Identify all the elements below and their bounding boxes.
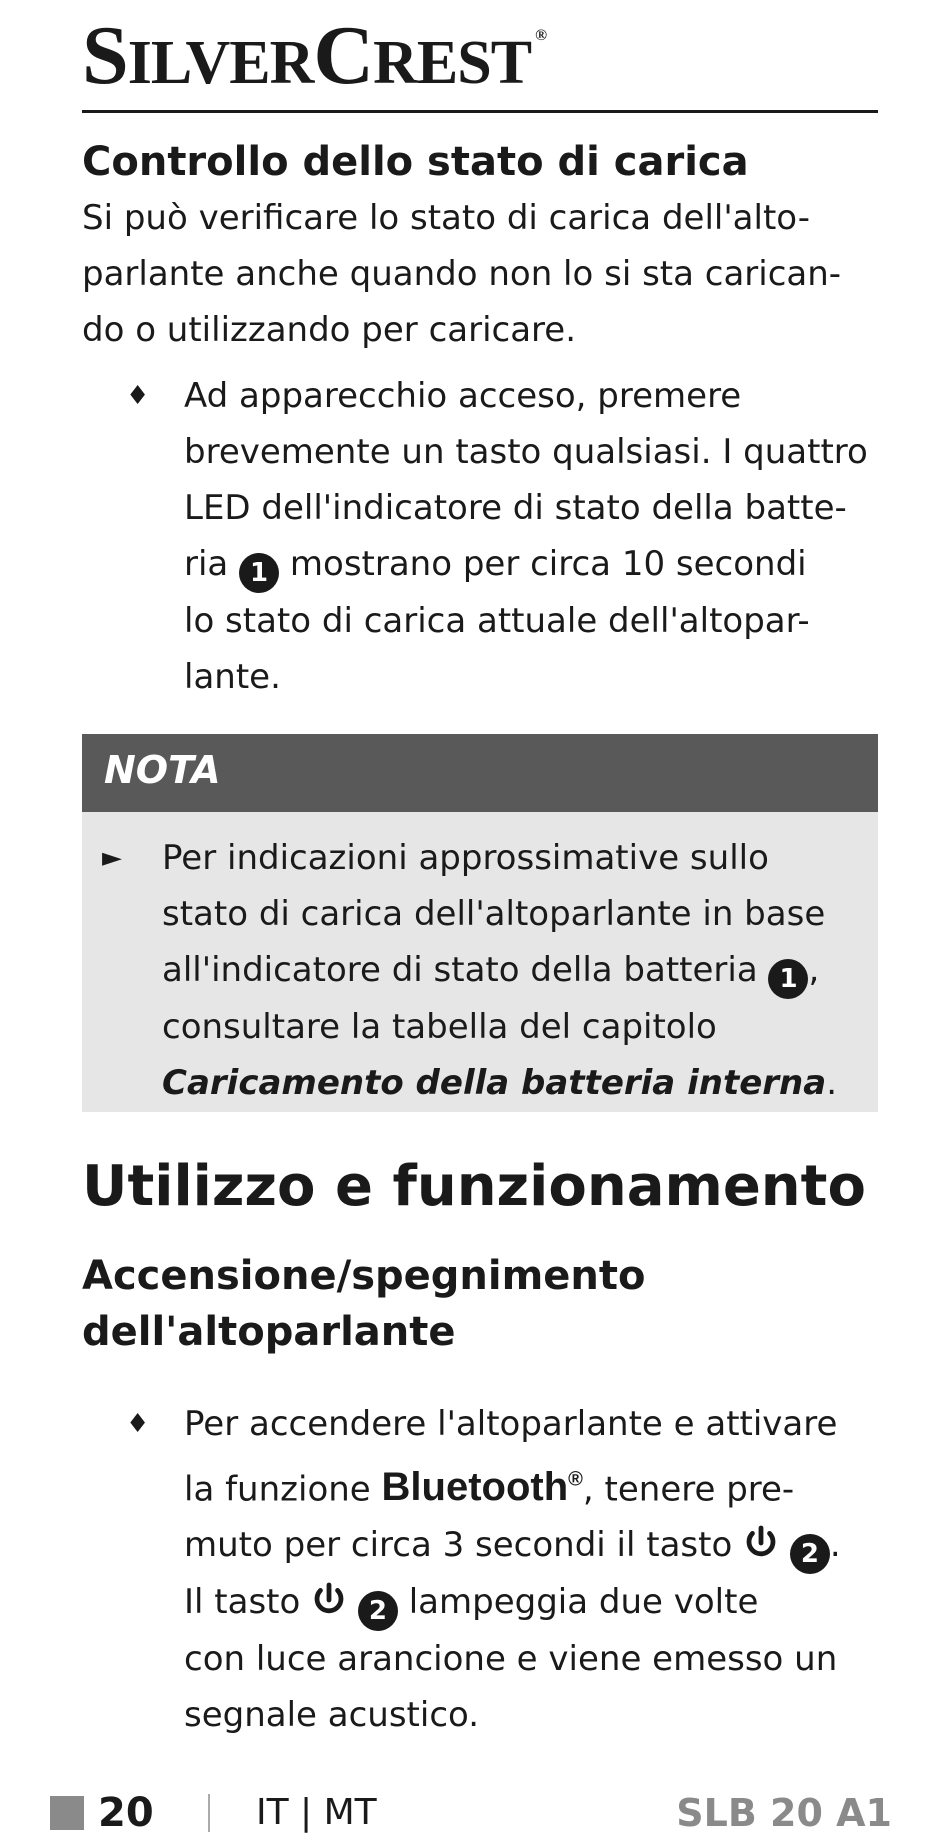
page-footer — [0, 1790, 950, 1836]
bullet-line: Ad apparecchio acceso, premere — [184, 376, 742, 416]
bullet-line: Per accendere l'altoparlante e attivare — [184, 1404, 838, 1444]
bullet-line: la funzione Bluetooth®, tenere pre- — [184, 1465, 795, 1510]
note-line: all'indicatore di stato della batteria 1 , — [162, 942, 872, 999]
note-header — [82, 734, 878, 812]
footer-divider — [208, 1794, 210, 1832]
bullet-line: ria 1 mostrano per circa 10 secondi — [184, 536, 882, 593]
language-codes: IT | MT — [256, 1792, 377, 1833]
silvercrest-logo: SILVERCREST ® — [82, 9, 547, 102]
bullet-line: Il tasto 2 lampeggia due volte — [184, 1574, 882, 1631]
note-line: Per indicazioni approssimative sullo — [162, 838, 769, 878]
footer-square-marker — [50, 1796, 84, 1830]
callout-number-icon: 1 — [239, 553, 279, 593]
bullet-line: segnale acustico. — [184, 1695, 480, 1736]
bullet-line: LED dell'indicatore di stato della batte- — [184, 488, 847, 528]
bullet-charge-check — [82, 368, 882, 705]
intro-line: Si può verificare lo stato di carica dell'alto- — [82, 198, 810, 238]
model-number: SLB 20 A1 — [676, 1791, 892, 1835]
bullet-line: lo stato di carica attuale dell'altopar- — [184, 601, 810, 641]
intro-paragraph — [82, 190, 882, 358]
bluetooth-wordmark: Bluetooth® — [381, 1465, 583, 1510]
subheading-power-on-off: Accensione/spegnimento dell'altoparlante — [82, 1253, 646, 1355]
bullet-line: brevemente un tasto qualsiasi. I quattro — [184, 432, 868, 472]
bullet-line: muto per circa 3 secondi il tasto 2 . — [184, 1517, 882, 1574]
bullet-line: con luce arancione e viene emesso un — [184, 1639, 838, 1680]
section-heading-usage: Utilizzo e funzionamento — [82, 1154, 866, 1219]
page-number: 20 — [98, 1790, 154, 1836]
note-line: consultare la tabella del capitolo — [162, 1007, 717, 1047]
diamond-bullet-icon: ♦ — [126, 1409, 150, 1439]
header-rule — [82, 110, 878, 113]
note-line: stato di carica dell'altoparlante in base — [162, 894, 826, 934]
bullet-line: lante. — [184, 657, 281, 697]
diamond-bullet-icon: ♦ — [126, 381, 150, 411]
note-title: NOTA — [104, 748, 221, 792]
note-body — [82, 812, 878, 1112]
note-line: Caricamento della batteria interna. — [162, 1063, 837, 1103]
section-heading-charge-status: Controllo dello stato di carica — [82, 139, 749, 185]
callout-number-icon: 1 — [768, 959, 808, 999]
intro-line: do o utilizzando per caricare. — [82, 310, 577, 350]
power-icon — [743, 1525, 779, 1561]
bullet-power-on — [82, 1396, 882, 1743]
chapter-reference: Caricamento della batteria interna — [162, 1063, 827, 1103]
callout-number-icon: 2 — [358, 1591, 398, 1631]
callout-number-icon: 2 — [790, 1534, 830, 1574]
arrow-bullet-icon: ► — [102, 843, 122, 873]
power-icon — [311, 1582, 347, 1618]
intro-line: parlante anche quando non lo si sta carican- — [82, 254, 842, 294]
